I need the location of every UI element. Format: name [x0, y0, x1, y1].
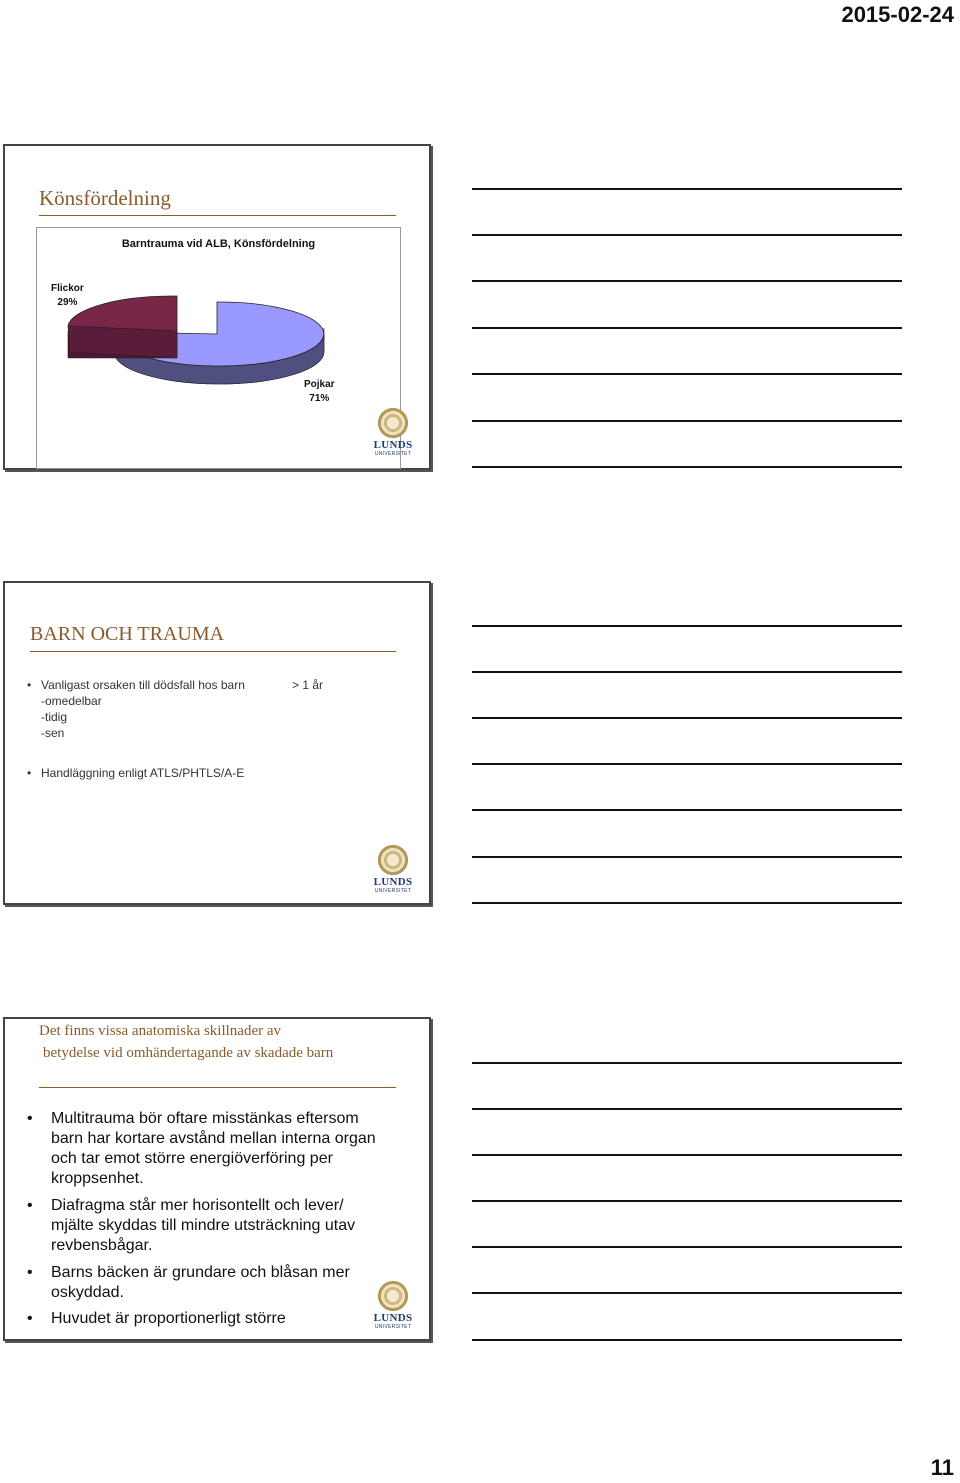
note-line [472, 466, 902, 468]
note-line [472, 188, 902, 190]
university-seal-icon [378, 408, 408, 438]
university-seal-icon [378, 845, 408, 875]
bullet-item [27, 1263, 387, 1303]
logo-sub: UNIVERSITET [374, 888, 412, 894]
lund-university-logo [373, 1281, 413, 1330]
title-rule [30, 651, 396, 652]
note-line [472, 280, 902, 282]
pie-label-pojkar-name: Pojkar [304, 379, 335, 390]
pie-label-pojkar-value: 71% [309, 393, 330, 404]
note-line [472, 1062, 902, 1064]
bullet-icon: • [27, 1110, 33, 1127]
chart-title: Barntrauma vid ALB, Könsfördelning [121, 238, 316, 250]
pie-label-flickor [51, 282, 84, 310]
note-line [472, 1292, 902, 1294]
bullet-icon: • [27, 1197, 33, 1214]
slide-3 [3, 1017, 431, 1341]
note-line [472, 1246, 902, 1248]
page-number: 11 [930, 1455, 954, 1480]
bullet-item [27, 765, 407, 781]
bullet-text: Diafragma står mer horisontellt och lever/ mjälte skyddas till mindre utsträckning utav revbensbågar. [51, 1197, 356, 1254]
pie-label-flickor-name: Flickor [51, 283, 84, 294]
note-line [472, 902, 902, 904]
university-seal-icon [378, 1281, 408, 1311]
note-line [472, 1108, 902, 1110]
lund-university-logo [373, 408, 413, 457]
sub-item: -tidig [41, 710, 68, 724]
slide-title: BARN OCH TRAUMA [30, 623, 225, 645]
bullet-text: Huvudet är proportionerligt större [51, 1310, 286, 1327]
title-rule [39, 215, 396, 216]
note-line [472, 717, 902, 719]
note-line [472, 763, 902, 765]
pie-slice-flickor [68, 296, 177, 331]
note-line [472, 327, 902, 329]
bullet-item [27, 677, 407, 741]
bullet-text: Barns bäcken är grundare och blåsan mer oskyddad. [51, 1264, 350, 1301]
note-line [472, 856, 902, 858]
note-line [472, 671, 902, 673]
note-line [472, 420, 902, 422]
bullet-text: Multitrauma bör oftare misstänkas eftersom barn har kortare avstånd mellan interna organ och tar emot större energiöverföring per kroppsenhet. [51, 1110, 376, 1187]
slide-title: Könsfördelning [39, 186, 171, 210]
slide-title-line-2: betydelse vid omhändertagande av skadade barn [43, 1045, 334, 1061]
sub-item: -sen [41, 726, 65, 740]
note-line [472, 1200, 902, 1202]
note-line [472, 1154, 902, 1156]
logo-sub: UNIVERSITET [374, 1324, 412, 1330]
note-line [472, 809, 902, 811]
lund-university-logo [373, 845, 413, 894]
note-line [472, 625, 902, 627]
bullet-aside: > 1 år [292, 678, 324, 692]
sub-item: -omedelbar [41, 694, 102, 708]
logo-name: LUNDS [373, 876, 413, 888]
logo-sub: UNIVERSITET [374, 451, 412, 457]
bullet-text: Handläggning enligt ATLS/PHTLS/A-E [41, 766, 245, 780]
title-rule [39, 1087, 396, 1088]
slide-2 [3, 581, 431, 905]
bullet-icon: • [27, 1310, 33, 1327]
pie-svg [37, 228, 400, 468]
bullet-icon: • [27, 678, 32, 692]
note-line [472, 234, 902, 236]
bullet-icon: • [27, 766, 32, 780]
note-line [472, 373, 902, 375]
bullet-icon: • [27, 1264, 33, 1281]
bullet-item [27, 1109, 387, 1189]
bullet-text: Vanligast orsaken till dödsfall hos barn [41, 678, 245, 692]
slide-title-line-1: Det finns vissa anatomiska skillnader av [39, 1023, 282, 1039]
logo-name: LUNDS [373, 1312, 413, 1324]
bullet-item [27, 1196, 387, 1256]
pie-label-flickor-value: 29% [57, 297, 78, 308]
bullet-item [27, 1309, 387, 1329]
print-date: 2015-02-24 [841, 2, 954, 27]
pie-label-pojkar [304, 378, 335, 406]
pie-chart [36, 227, 401, 469]
note-line [472, 1339, 902, 1341]
logo-name: LUNDS [373, 439, 413, 451]
slide-1 [3, 144, 431, 470]
